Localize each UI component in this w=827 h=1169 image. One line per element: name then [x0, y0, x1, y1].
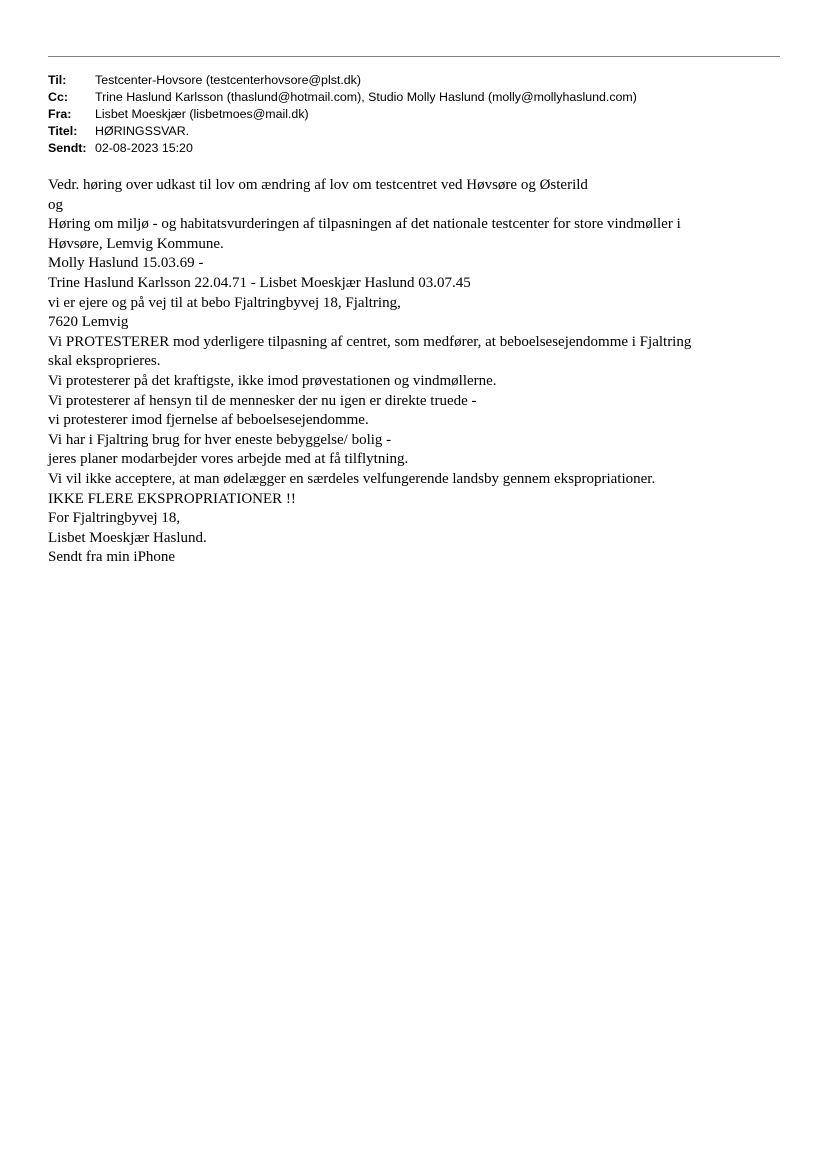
body-line: vi er ejere og på vej til at bebo Fjaltringbyvej 18, Fjaltring,	[48, 294, 401, 311]
subject-value: HØRINGSSVAR.	[95, 124, 190, 138]
to-label: Til:	[48, 73, 67, 87]
from-label: Fra:	[48, 107, 72, 121]
email-body	[48, 176, 788, 568]
body-line: Sendt fra min iPhone	[48, 549, 176, 566]
body-line: vi protesterer imod fjernelse af beboelsesejendomme.	[48, 412, 369, 429]
header-to	[48, 72, 788, 89]
cc-label: Cc:	[48, 90, 68, 104]
from-value: Lisbet Moeskjær (lisbetmoes@mail.dk)	[95, 107, 309, 121]
header-subject	[48, 123, 788, 140]
body-line: og	[48, 196, 63, 213]
header-divider	[48, 56, 780, 57]
header-from	[48, 106, 788, 123]
header-sent	[48, 140, 788, 157]
body-line: Høvsøre, Lemvig Kommune.	[48, 235, 224, 252]
body-line: Vi protesterer på det kraftigste, ikke imod prøvestationen og vindmøllerne.	[48, 372, 497, 389]
sent-label: Sendt:	[48, 141, 87, 155]
subject-label: Titel:	[48, 124, 78, 138]
body-line: Molly Haslund 15.03.69 -	[48, 255, 204, 272]
body-line: 7620 Lemvig	[48, 314, 129, 331]
body-line: Vi vil ikke acceptere, at man ødelægger en særdeles velfungerende landsby gennem ekspropriationer.	[48, 470, 656, 487]
header-cc	[48, 89, 788, 106]
body-line: Vedr. høring over udkast til lov om ændring af lov om testcentret ved Høvsøre og Østerild	[48, 177, 588, 193]
body-line: IKKE FLERE EKSPROPRIATIONER !!	[48, 490, 296, 507]
sent-value: 02-08-2023 15:20	[95, 141, 193, 155]
cc-value: Trine Haslund Karlsson (thaslund@hotmail.com), Studio Molly Haslund (molly@mollyhaslund.com)	[95, 90, 637, 104]
to-value: Testcenter-Hovsore (testcenterhovsore@plst.dk)	[95, 73, 361, 87]
body-line: Lisbet Moeskjær Haslund.	[48, 529, 207, 546]
body-line: Vi PROTESTERER mod yderligere tilpasning af centret, som medfører, at beboelsesejendomme i Fjaltring	[48, 333, 692, 350]
body-line: skal eksproprieres.	[48, 353, 161, 370]
email-headers	[48, 72, 788, 157]
body-line: Høring om miljø - og habitatsvurderingen af tilpasningen af det nationale testcenter for store vindmøller i	[48, 216, 681, 233]
body-line: Vi protesterer af hensyn til de mennesker der nu igen er direkte truede -	[48, 392, 477, 409]
body-line: Trine Haslund Karlsson 22.04.71 - Lisbet Moeskjær Haslund 03.07.45	[48, 274, 471, 291]
body-line: jeres planer modarbejder vores arbejde med at få tilflytning.	[48, 451, 409, 468]
body-line: For Fjaltringbyvej 18,	[48, 510, 181, 527]
body-line: Vi har i Fjaltring brug for hver eneste bebyggelse/ bolig -	[48, 431, 392, 448]
